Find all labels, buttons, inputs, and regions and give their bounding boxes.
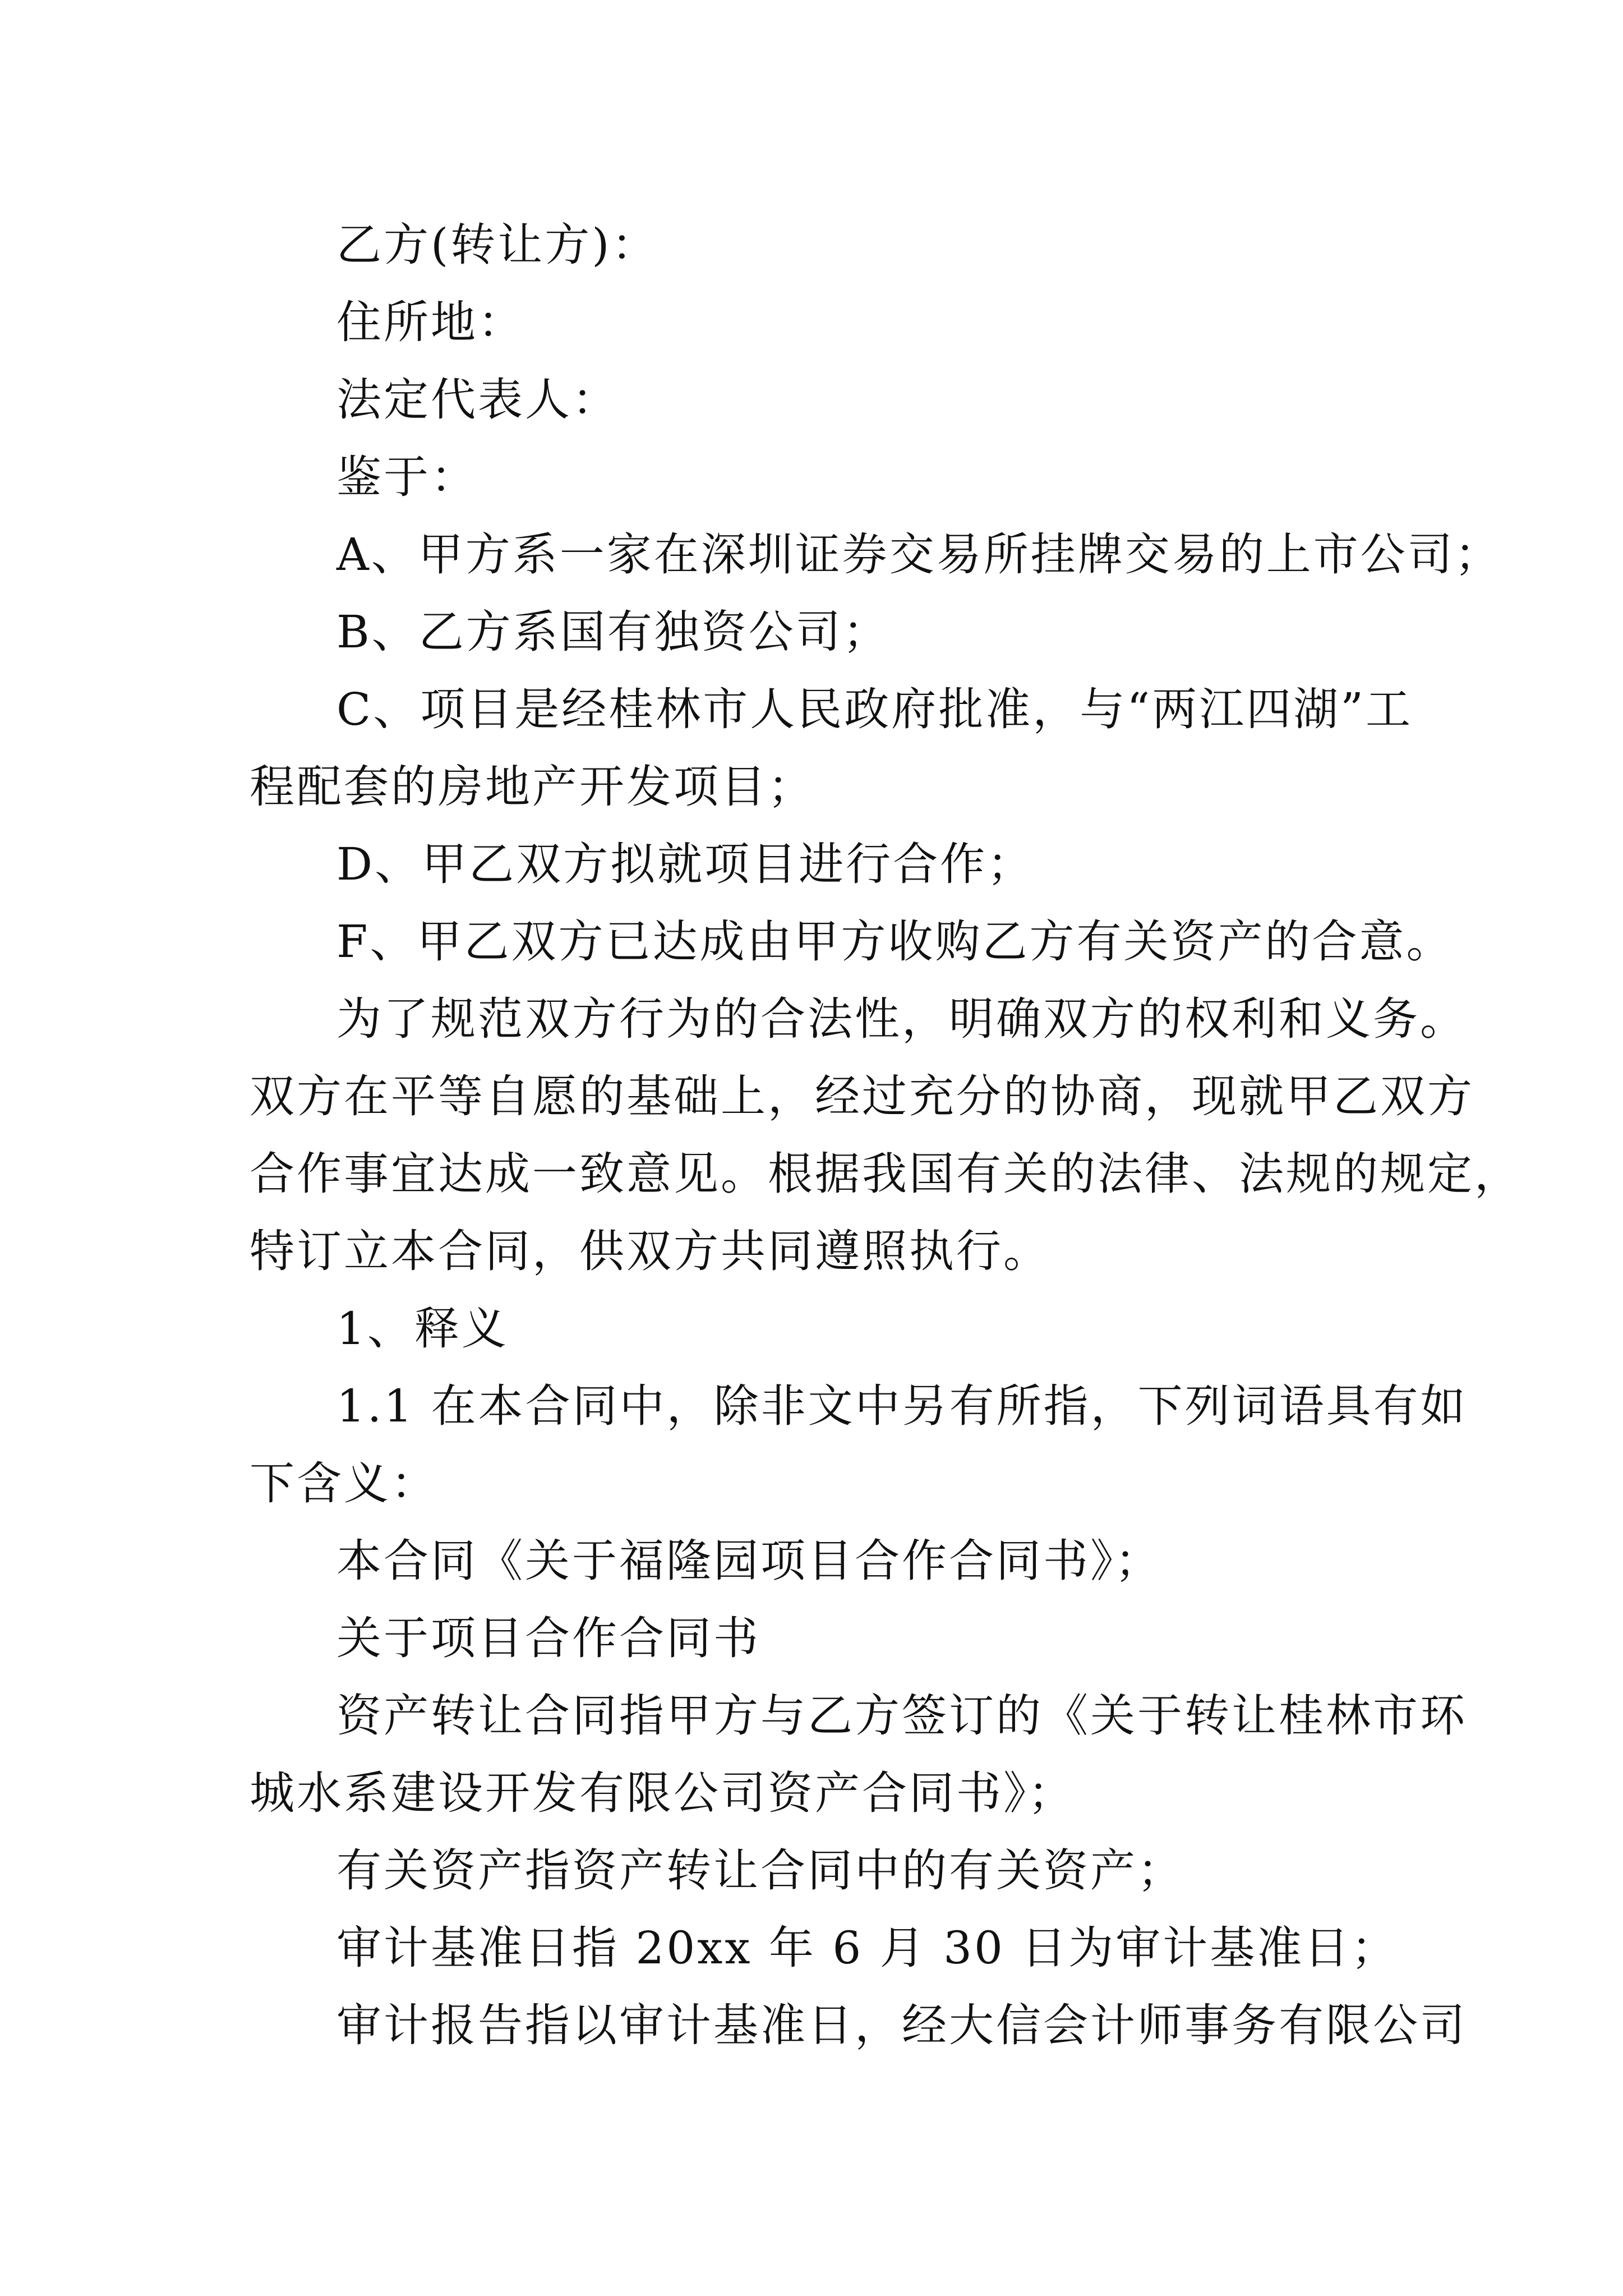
doc-line-party-b: 乙方(转让方)：	[336, 219, 659, 271]
doc-line-legal-rep: 法定代表人：	[336, 374, 619, 426]
doc-line-purpose-cont-1: 双方在平等自愿的基础上，经过充分的协商，现就甲乙双方	[250, 1070, 1474, 1122]
doc-line-clause-1-1: 1.1 在本合同中，除非文中另有所指，下列词语具有如	[336, 1380, 1468, 1432]
doc-line-def-audit-report: 审计报告指以审计基准日，经大信会计师事务有限公司	[336, 1999, 1467, 2051]
doc-line-purpose-cont-3: 特订立本合同，供双方共同遵照执行。	[250, 1225, 1050, 1277]
doc-line-purpose: 为了规范双方行为的合法性，明确双方的权利和义务。	[336, 993, 1467, 1045]
doc-line-recital-f: F、甲乙双方已达成由甲方收购乙方有关资产的合意。	[336, 915, 1454, 968]
doc-line-recital-c: C、项目是经桂林市人民政府批准，与“两江四湖”工	[336, 683, 1413, 735]
doc-line-def-audit-date: 审计基准日指 20xx 年 6 月 30 日为审计基准日；	[336, 1922, 1399, 1974]
doc-line-whereas: 鉴于：	[336, 451, 478, 503]
doc-line-def-assets: 有关资产指资产转让合同中的有关资产；	[336, 1844, 1184, 1897]
doc-line-recital-a: A、甲方系一家在深圳证券交易所挂牌交易的上市公司；	[336, 528, 1502, 581]
doc-line-def-transfer-cont: 城水系建设开发有限公司资产合同书》；	[250, 1767, 1075, 1819]
doc-line-clause-1-1-cont: 下含义：	[250, 1457, 438, 1510]
doc-line-def-title: 关于项目合作合同书	[336, 1612, 760, 1664]
doc-line-recital-c-cont: 程配套的房地产开发项目；	[250, 761, 815, 813]
doc-line-recital-d: D、甲乙双方拟就项目进行合作；	[336, 838, 1035, 890]
doc-line-def-transfer: 资产转让合同指甲方与乙方签订的《关于转让桂林市环	[336, 1690, 1467, 1742]
doc-line-section-1: 1、释义	[336, 1303, 509, 1355]
doc-line-recital-b: B、乙方系国有独资公司；	[336, 606, 890, 658]
doc-line-address: 住所地：	[336, 296, 525, 348]
doc-line-purpose-cont-2: 合作事宜达成一致意见。根据我国有关的法律、法规的规定，	[250, 1148, 1521, 1200]
doc-line-def-contract: 本合同《关于福隆园项目合作合同书》；	[336, 1535, 1162, 1587]
